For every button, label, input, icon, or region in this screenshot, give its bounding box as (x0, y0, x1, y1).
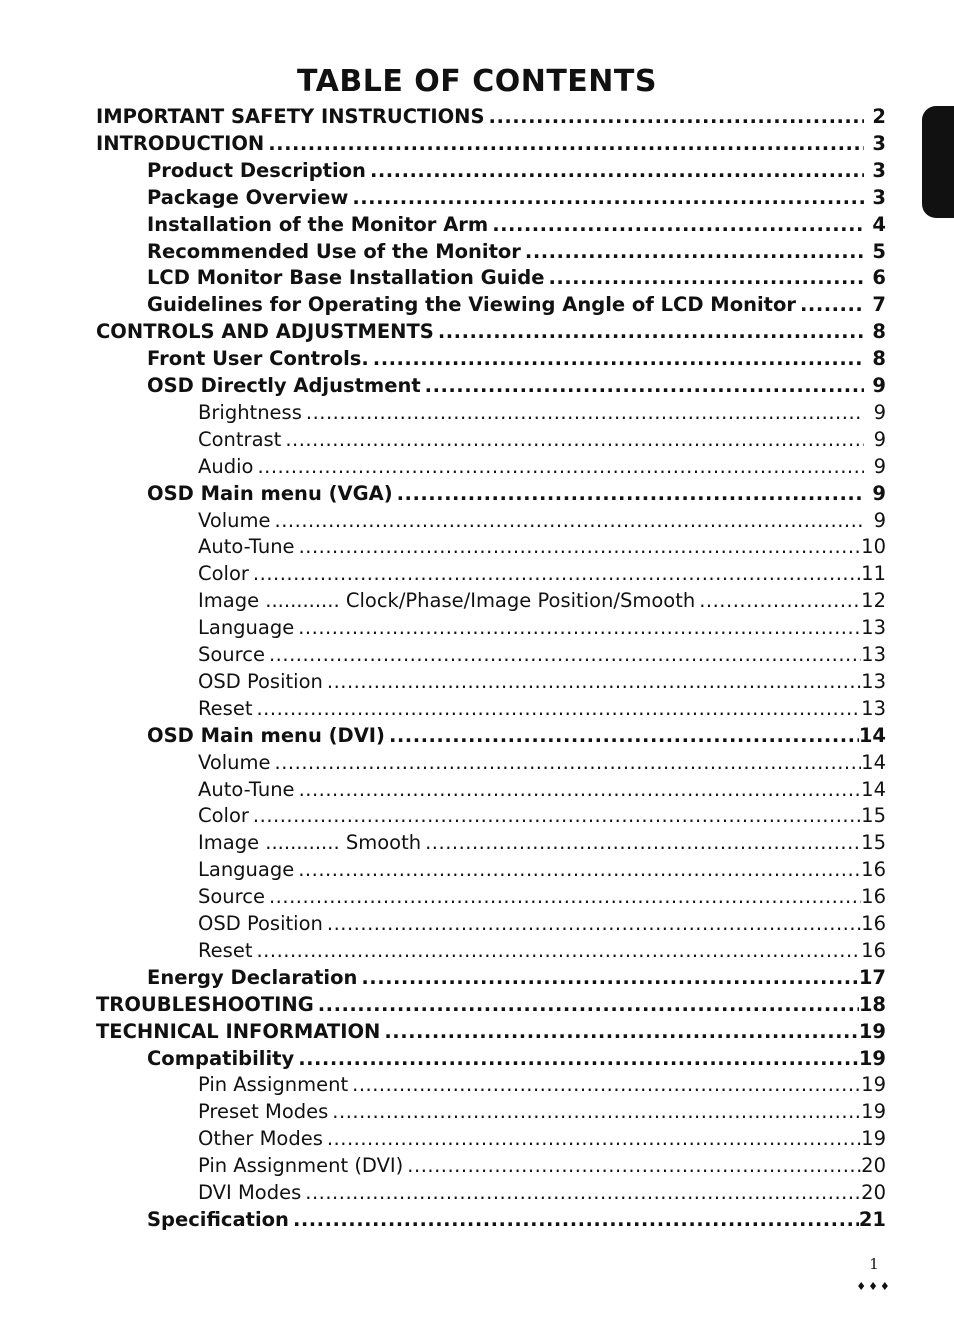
toc-dot-leader (265, 885, 861, 908)
toc-dot-leader (488, 213, 864, 236)
toc-entry-label: Volume (198, 508, 271, 532)
toc-dot-leader (403, 1154, 861, 1177)
toc-entry-label: Language (198, 616, 295, 640)
toc-entry[interactable] (96, 132, 886, 159)
toc-entry-label: LCD Monitor Base Installation Guide (147, 266, 545, 290)
toc-entry-page: 16 (861, 912, 886, 935)
toc-dot-leader (521, 240, 864, 263)
toc-entry-page: 7 (872, 293, 886, 317)
toc-dot-leader (695, 589, 861, 612)
toc-entry-label: Image ............ Clock/Phase/Image Position/Smooth (198, 589, 696, 613)
toc-entry[interactable] (147, 724, 886, 751)
toc-entry[interactable] (147, 1047, 886, 1074)
toc-entry-label: Recommended Use of the Monitor (147, 239, 521, 263)
toc-dot-leader (264, 132, 864, 155)
toc-dot-leader (252, 697, 861, 720)
toc-entry-page: 19 (858, 1046, 886, 1070)
toc-entry-label: Pin Assignment (198, 1073, 349, 1097)
toc-entry[interactable] (198, 401, 886, 428)
toc-dot-leader (294, 858, 861, 881)
toc-entry[interactable] (198, 831, 886, 858)
toc-entry[interactable] (147, 186, 886, 213)
toc-entry[interactable] (198, 428, 886, 455)
toc-entry-label: INTRODUCTION (96, 131, 265, 155)
toc-entry-label: DVI Modes (198, 1181, 302, 1204)
toc-dot-leader (328, 1100, 861, 1123)
toc-entry[interactable] (198, 751, 886, 778)
toc-entry-label: Color (198, 562, 249, 586)
toc-entry[interactable] (198, 885, 886, 912)
toc-entry-page: 14 (858, 723, 886, 747)
toc-entry-label: Guidelines for Operating the Viewing Angle of LCD Monitor (147, 293, 797, 317)
toc-entry[interactable] (198, 778, 886, 805)
toc-entry[interactable] (198, 1127, 886, 1154)
toc-dot-leader (295, 778, 862, 801)
toc-entry-page: 15 (861, 831, 886, 855)
toc-entry[interactable] (198, 455, 886, 482)
toc-entry-page: 3 (872, 185, 886, 209)
toc-entry-label: Auto-Tune (198, 777, 295, 801)
toc-entry-label: Front User Controls. (147, 347, 369, 371)
toc-entry-label: Other Modes (198, 1127, 323, 1151)
toc-entry-page: 17 (858, 965, 886, 989)
toc-entry-label: Source (198, 643, 265, 666)
toc-dot-leader (323, 670, 861, 693)
toc-dot-leader (271, 509, 864, 532)
toc-entry[interactable] (147, 482, 886, 509)
toc-entry[interactable] (147, 240, 886, 267)
toc-dot-leader (249, 804, 861, 827)
toc-entry-page: 9 (872, 481, 886, 505)
toc-entry-page: 13 (861, 696, 886, 720)
toc-entry[interactable] (147, 966, 886, 993)
toc-dot-leader (249, 562, 861, 585)
toc-entry[interactable] (198, 616, 886, 643)
toc-dot-leader (485, 105, 864, 128)
toc-entry-page: 8 (872, 320, 886, 344)
toc-entry-page: 11 (861, 562, 886, 586)
page-number: 1 (869, 1255, 879, 1273)
toc-entry[interactable] (198, 804, 886, 831)
toc-entry-label: IMPORTANT SAFETY INSTRUCTIONS (96, 105, 485, 128)
toc-entry-label: Image ............ Smooth (198, 831, 422, 855)
toc-entry-page: 13 (861, 616, 886, 640)
toc-entry-label: OSD Directly Adjustment (147, 374, 421, 397)
toc-dot-leader (301, 1181, 861, 1204)
toc-entry-page: 9 (873, 508, 886, 532)
toc-entry[interactable] (147, 213, 886, 240)
toc-dot-leader (289, 1208, 859, 1231)
toc-dot-leader (421, 374, 864, 397)
toc-entry-label: OSD Main menu (VGA) (147, 481, 393, 505)
toc-dot-leader (253, 455, 864, 478)
toc-entry-label: Volume (198, 750, 271, 774)
toc-entry-page: 6 (872, 266, 886, 290)
toc-entry[interactable] (96, 320, 886, 347)
toc-dot-leader (380, 1020, 858, 1043)
toc-entry[interactable] (198, 535, 886, 562)
toc-dot-leader (393, 482, 864, 505)
toc-entry[interactable] (198, 1181, 886, 1208)
toc-entry-label: TECHNICAL INFORMATION (96, 1019, 381, 1043)
toc-entry-page: 14 (861, 777, 886, 801)
toc-dot-leader (385, 724, 859, 747)
toc-entry-page: 13 (861, 669, 886, 693)
toc-entry-label: Product Description (147, 158, 366, 182)
toc-dot-leader (281, 428, 864, 451)
toc-entry-page: 18 (858, 992, 886, 1016)
toc-dot-leader (434, 320, 864, 343)
toc-entry-page: 16 (861, 938, 886, 962)
toc-entry-label: OSD Position (198, 912, 323, 935)
toc-entry[interactable] (198, 858, 886, 885)
toc-entry-page: 15 (861, 804, 886, 828)
toc-dot-leader (295, 535, 862, 558)
toc-entry[interactable] (96, 993, 886, 1020)
toc-dot-leader (348, 186, 864, 209)
diamond-ornament-icon: ♦♦♦ (856, 1280, 892, 1293)
toc-entry-label: Audio (198, 454, 254, 478)
toc-entry-page: 19 (861, 1073, 886, 1097)
toc-dot-leader (271, 751, 862, 774)
toc-entry-page: 20 (861, 1154, 886, 1178)
toc-entry-label: Brightness (198, 400, 302, 424)
toc-dot-leader (369, 347, 864, 370)
toc-dot-leader (421, 831, 861, 854)
toc-dot-leader (544, 266, 864, 289)
toc-entry[interactable] (198, 1073, 886, 1100)
toc-entry[interactable] (198, 562, 886, 589)
section-tab-marker (922, 106, 954, 218)
toc-entry-page: 16 (861, 885, 886, 909)
toc-entry-label: Installation of the Monitor Arm (147, 212, 489, 236)
toc-entry-label: Color (198, 804, 249, 828)
toc-entry-page: 8 (872, 347, 886, 371)
toc-dot-leader (294, 616, 861, 639)
toc-entry-page: 21 (858, 1207, 886, 1231)
toc-entry[interactable] (147, 1208, 886, 1235)
toc-entry-label: Auto-Tune (198, 535, 295, 559)
toc-entry-page: 9 (873, 454, 886, 478)
toc-entry[interactable] (198, 670, 886, 697)
toc-entry[interactable] (198, 697, 886, 724)
toc-entry[interactable] (198, 1154, 886, 1181)
toc-entry-label: OSD Main menu (DVI) (147, 723, 385, 747)
toc-entry-page: 9 (872, 374, 886, 397)
toc-entry[interactable] (198, 1100, 886, 1127)
toc-dot-leader (294, 1047, 859, 1070)
toc-entry-page: 12 (861, 589, 886, 613)
toc-entry-page: 13 (861, 643, 886, 666)
toc-dot-leader (323, 1127, 861, 1150)
toc-entry-label: Preset Modes (198, 1100, 329, 1124)
toc-entry-label: Pin Assignment (DVI) (198, 1154, 404, 1178)
toc-entry-label: OSD Position (198, 669, 323, 693)
toc-dot-leader (252, 939, 861, 962)
toc-dot-leader (265, 643, 861, 666)
toc-entry-page: 2 (872, 105, 886, 128)
toc-entry[interactable] (147, 347, 886, 374)
toc-entry[interactable] (198, 589, 886, 616)
toc-dot-leader (366, 159, 864, 182)
toc-dot-leader (314, 993, 859, 1016)
toc-entry[interactable] (147, 159, 886, 186)
toc-entry-label: Reset (198, 938, 253, 962)
toc-entry-page: 9 (873, 427, 886, 451)
toc-entry-label: Reset (198, 696, 253, 720)
toc-entry-page: 20 (861, 1181, 886, 1204)
toc-entry-label: CONTROLS AND ADJUSTMENTS (96, 320, 434, 344)
toc-entry-page: 16 (861, 858, 886, 882)
toc-dot-leader (302, 401, 864, 424)
toc-dot-leader (348, 1073, 861, 1096)
toc-entry-page: 10 (861, 535, 886, 559)
toc-entry[interactable] (96, 105, 886, 132)
toc-entry-page: 4 (872, 212, 886, 236)
toc-entry[interactable] (198, 643, 886, 670)
toc-entry-page: 19 (861, 1127, 886, 1151)
toc-dot-leader (796, 293, 864, 316)
toc-entry-label: Compatibility (147, 1046, 295, 1070)
toc-entry-label: Contrast (198, 427, 282, 451)
toc-entry-page: 3 (872, 158, 886, 182)
toc-entry-label: TROUBLESHOOTING (96, 992, 314, 1016)
toc-entry[interactable] (147, 293, 886, 320)
toc-entry[interactable] (147, 374, 886, 401)
toc-entry-page: 19 (858, 1019, 886, 1043)
toc-entry-label: Energy Declaration (147, 965, 358, 989)
toc-entry[interactable] (198, 939, 886, 966)
toc-entry-page: 9 (873, 400, 886, 424)
page-title: TABLE OF CONTENTS (297, 64, 657, 99)
toc-entry-page: 14 (861, 750, 886, 774)
toc-dot-leader (323, 912, 861, 935)
toc-entry-label: Source (198, 885, 265, 909)
toc-entry-label: Specification (147, 1207, 289, 1231)
toc-dot-leader (357, 966, 858, 989)
toc-entry-page: 3 (872, 131, 886, 155)
toc-entry[interactable] (198, 912, 886, 939)
toc-entry-page: 5 (872, 239, 886, 263)
toc-entry[interactable] (96, 1020, 886, 1047)
toc-entry[interactable] (147, 266, 886, 293)
toc-entry[interactable] (198, 509, 886, 536)
toc-entry-label: Package Overview (147, 185, 349, 209)
toc-entry-page: 19 (861, 1100, 886, 1124)
toc-entry-label: Language (198, 858, 295, 882)
